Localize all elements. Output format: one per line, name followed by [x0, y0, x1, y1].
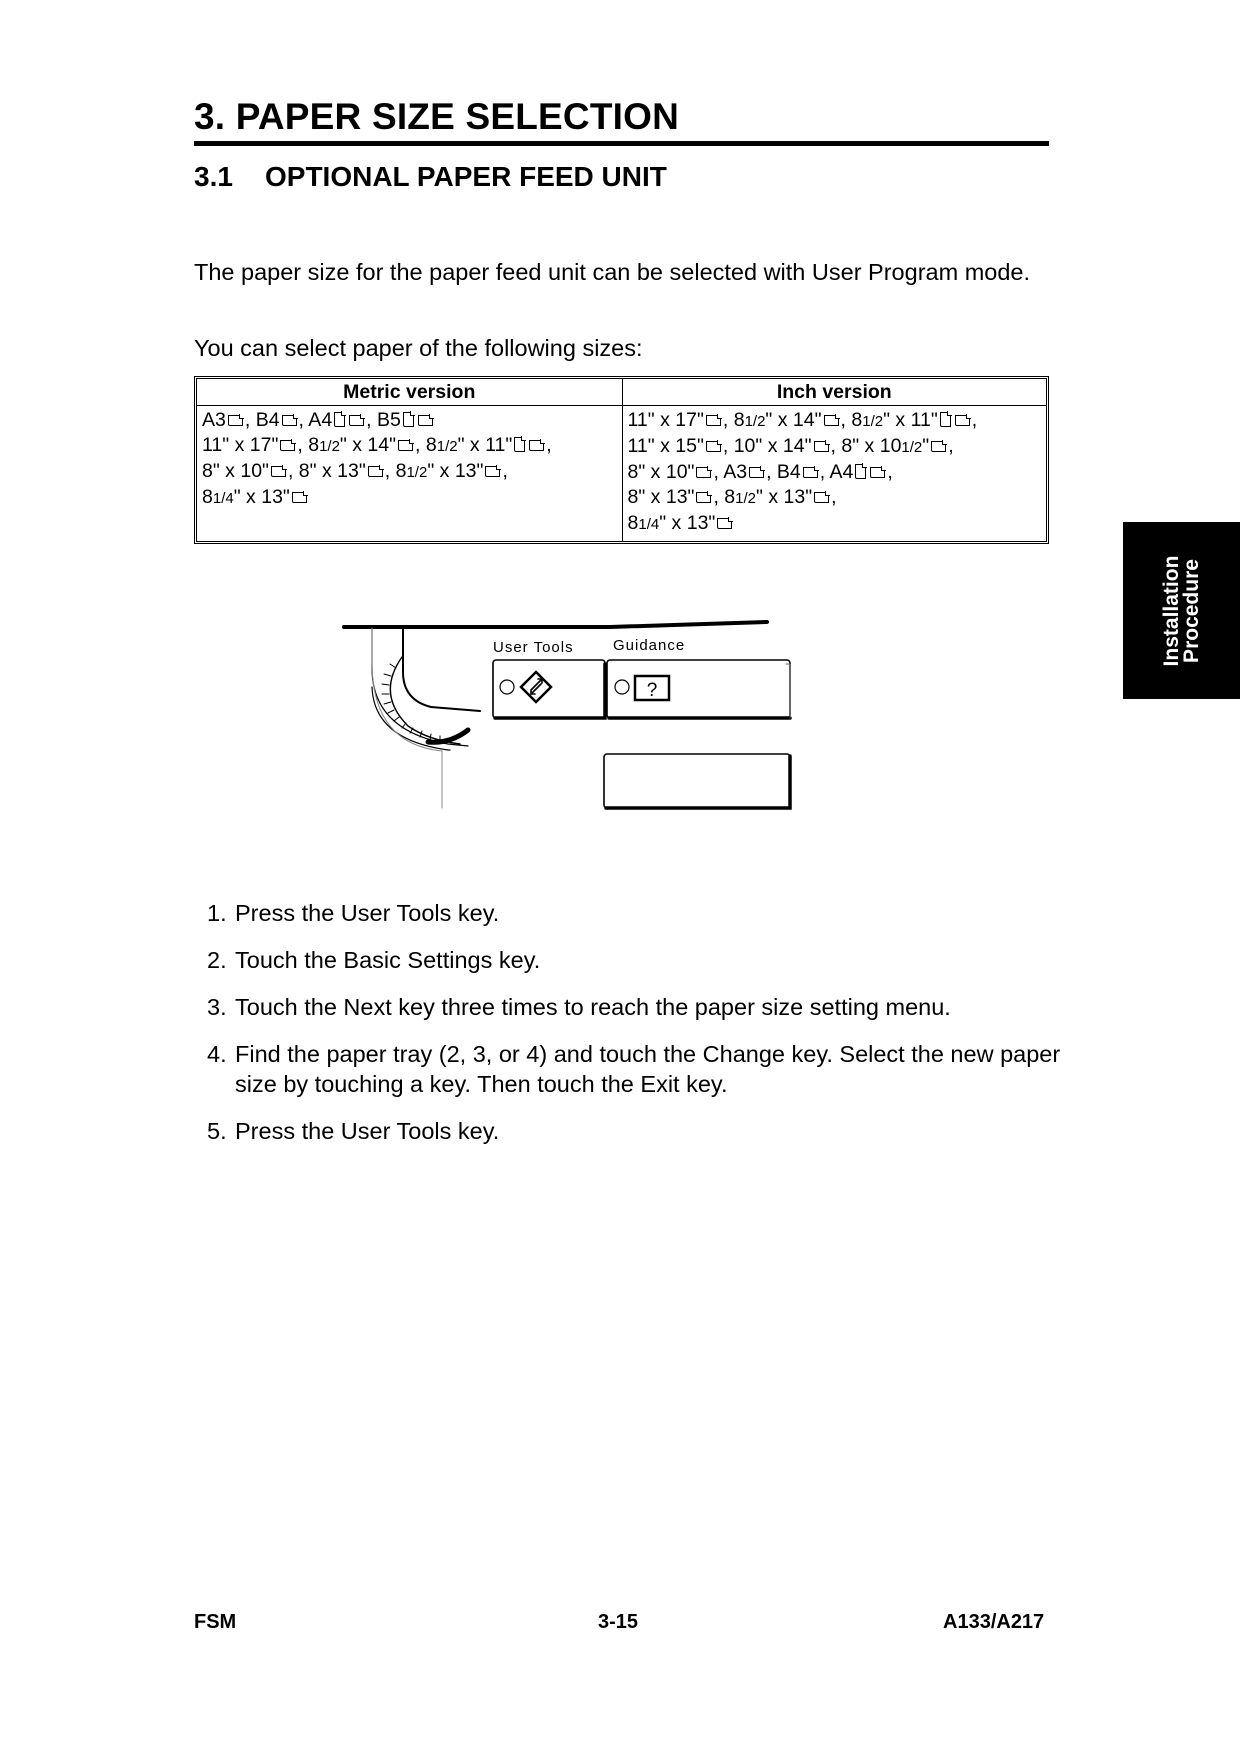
size-text: , 8: [415, 434, 437, 456]
step-number: 3.: [207, 994, 227, 1020]
fraction: 1/2: [901, 439, 923, 456]
size-text: 11" x 17": [627, 409, 704, 431]
size-text: , 10" x 14": [722, 435, 812, 457]
size-text: 11" x 15": [627, 435, 704, 457]
size-text: , B4: [244, 409, 280, 431]
section-heading: [194, 161, 667, 193]
footer-model-number: A133/A217: [943, 1611, 1045, 1633]
size-text: , 8: [840, 409, 863, 431]
landscape-paper-icon: [228, 415, 243, 426]
size-line: [628, 460, 1042, 485]
header-inch: Inch version: [622, 379, 1047, 406]
size-line: [628, 485, 1042, 511]
step-text: Find the paper tray (2, 3, or 4) and touch the Change key. Select the new paper size by touching a key. Then touch the Exit key.: [235, 1041, 1061, 1097]
step-text: Touch the Basic Settings key.: [235, 947, 541, 973]
landscape-paper-icon: [368, 466, 383, 477]
side-tab-line2: Procedure: [1179, 558, 1203, 663]
landscape-paper-icon: [398, 440, 413, 451]
fraction: 1/2: [406, 464, 428, 481]
step-text: Press the User Tools key.: [235, 1118, 500, 1144]
portrait-paper-icon: [334, 412, 345, 427]
landscape-paper-icon: [282, 415, 297, 426]
step-number: 1.: [207, 900, 227, 926]
landscape-paper-icon: [814, 492, 829, 503]
size-text: 8: [627, 512, 639, 534]
step-text: Touch the Next key three times to reach the paper size setting menu.: [235, 994, 951, 1020]
lead-paragraph: You can select paper of the following sizes:: [194, 335, 643, 361]
landscape-paper-icon: [931, 441, 946, 452]
size-text: " x 13": [756, 486, 813, 508]
help-icon: ?: [646, 680, 658, 701]
landscape-paper-icon: [749, 467, 764, 478]
size-line: [202, 433, 617, 459]
section-title: OPTIONAL PAPER FEED UNIT: [265, 161, 667, 192]
size-line: [628, 408, 1042, 434]
size-text: ,: [831, 486, 837, 508]
section-side-tab: [1123, 522, 1240, 699]
fraction: 1/2: [319, 438, 340, 455]
landscape-paper-icon: [870, 467, 885, 478]
step-item: [207, 1039, 1067, 1099]
portrait-paper-icon: [940, 412, 951, 427]
step-item: [207, 945, 1067, 975]
size-text: , B5: [366, 409, 401, 431]
size-text: " x 13": [233, 486, 290, 508]
size-text: , A4: [819, 461, 854, 483]
fraction: 1/4: [638, 516, 660, 533]
title-rule: [194, 141, 1049, 146]
fraction: 1/4: [212, 490, 234, 507]
paper-size-table: [194, 376, 1049, 544]
footer-left: FSM: [194, 1611, 237, 1633]
step-item: [207, 992, 1067, 1022]
size-text: , 8" x 10: [830, 435, 902, 457]
fraction: 1/2: [735, 490, 757, 507]
fraction: 1/2: [744, 413, 766, 430]
size-text: " x 13": [659, 512, 716, 534]
size-line: [202, 408, 617, 433]
footer-page-number: 3-15: [598, 1611, 639, 1633]
inch-sizes-cell: [622, 406, 1047, 541]
page-title: 3. PAPER SIZE SELECTION: [194, 96, 680, 137]
step-item: [207, 1116, 1067, 1146]
header-metric: Metric version: [197, 379, 622, 406]
landscape-paper-icon: [955, 415, 970, 426]
landscape-paper-icon: [706, 441, 721, 452]
size-text: 8" x 13": [627, 486, 695, 508]
procedure-steps: [207, 898, 1067, 1163]
portrait-paper-icon: [855, 464, 866, 479]
landscape-paper-icon: [418, 415, 433, 426]
fraction: 1/2: [862, 413, 884, 430]
portrait-paper-icon: [514, 437, 525, 452]
portrait-paper-icon: [403, 412, 414, 427]
section-number: 3.1: [194, 161, 233, 192]
size-text: 8" x 10": [627, 461, 695, 483]
landscape-paper-icon: [717, 518, 732, 529]
size-line: [628, 511, 1042, 537]
size-text: " x 13": [427, 460, 484, 482]
intro-paragraph: The paper size for the paper feed unit can be selected with User Program mode.: [194, 259, 1031, 285]
step-text: Press the User Tools key.: [235, 900, 500, 926]
step-number: 4.: [207, 1041, 227, 1067]
size-text: , 8" x 13": [287, 460, 366, 482]
size-text: , B4: [766, 461, 801, 483]
landscape-paper-icon: [814, 441, 829, 452]
size-text: , 8: [384, 460, 407, 482]
step-number: 5.: [207, 1118, 227, 1144]
size-text: 8: [202, 486, 213, 508]
landscape-paper-icon: [280, 440, 295, 451]
size-text: 11" x 17": [202, 434, 279, 456]
guidance-key-label: Guidance: [613, 637, 686, 654]
step-item: [207, 898, 1067, 928]
size-text: , 8: [297, 434, 320, 456]
size-text: ,: [502, 460, 508, 482]
size-text: ,: [948, 435, 954, 457]
size-text: , 8: [722, 409, 745, 431]
landscape-paper-icon: [485, 466, 500, 477]
size-text: " x 14": [339, 434, 397, 456]
size-line: [202, 459, 617, 485]
landscape-paper-icon: [706, 415, 721, 426]
side-tab-line1: Installation: [1159, 555, 1183, 666]
landscape-paper-icon: [696, 492, 711, 503]
size-text: , A3: [713, 461, 748, 483]
size-text: ,: [971, 409, 978, 431]
user-tools-key-label: User Tools: [493, 639, 574, 656]
size-text: A3: [202, 409, 226, 431]
fraction: 1/2: [436, 438, 458, 455]
landscape-paper-icon: [292, 492, 307, 503]
operation-panel-illustration: [330, 612, 810, 832]
size-text: , 8: [713, 486, 736, 508]
landscape-paper-icon: [803, 467, 818, 478]
landscape-paper-icon: [349, 415, 364, 426]
metric-sizes-cell: [197, 406, 622, 541]
landscape-paper-icon: [696, 467, 711, 478]
landscape-paper-icon: [271, 466, 286, 477]
size-text: 8" x 10": [202, 460, 269, 482]
size-text: " x 14": [765, 409, 822, 431]
size-line: [628, 434, 1042, 460]
size-text: " x 11": [457, 434, 513, 456]
size-text: , A4: [298, 409, 333, 431]
landscape-paper-icon: [529, 440, 544, 451]
size-line: [202, 485, 617, 511]
size-text: " x 11": [883, 409, 938, 431]
size-text: ": [922, 435, 930, 457]
size-text: ,: [887, 461, 893, 483]
step-number: 2.: [207, 947, 227, 973]
size-text: ,: [546, 434, 552, 456]
landscape-paper-icon: [824, 415, 839, 426]
